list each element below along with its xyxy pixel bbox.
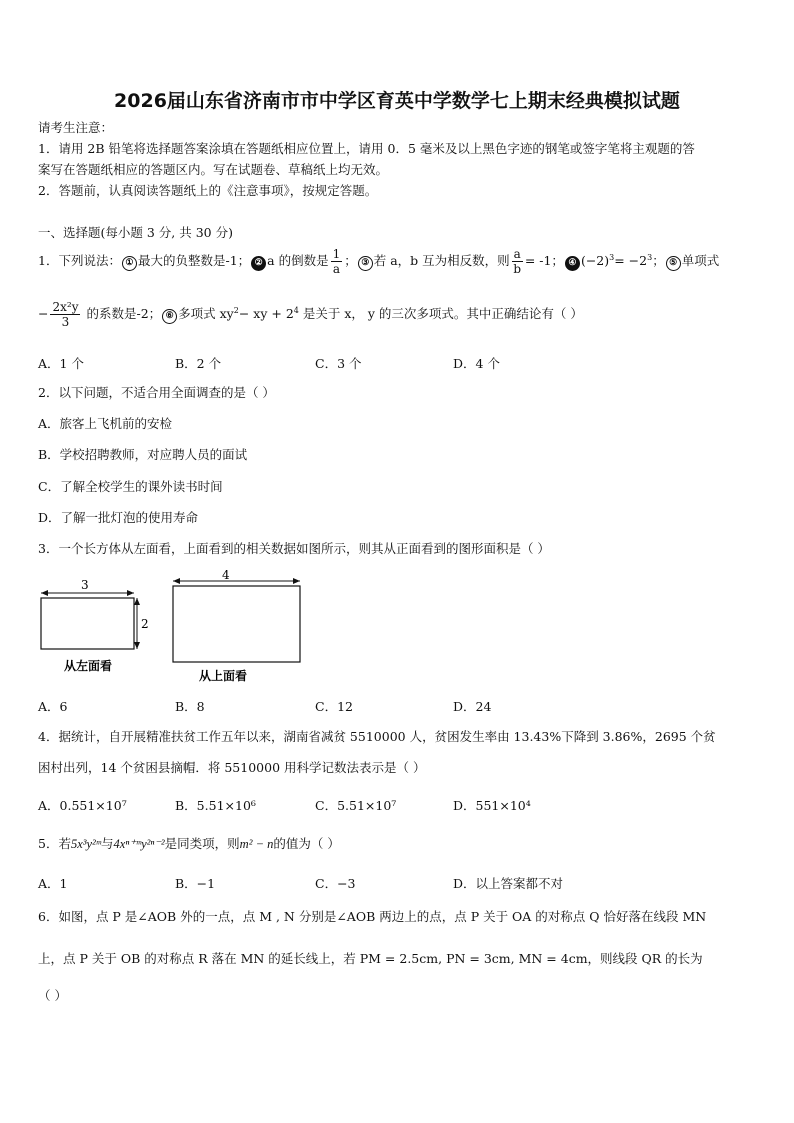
circle-number-3: ③ — [358, 256, 373, 271]
top-view-width-label: 4 — [222, 568, 230, 582]
q5-option-b[interactable]: B．−1 — [175, 876, 216, 891]
top-view-rect — [173, 586, 300, 662]
q5-option-c[interactable]: C．−3 — [315, 876, 356, 891]
notice-line-1b: 案写在答题纸相应的答题区内。写在试题卷、草稿纸上均无效。 — [38, 162, 389, 177]
q6-line-2: 上，点 P 关于 OB 的对称点 R 落在 MN 的延长线上，若 PM = 2.5cm, PN = 3cm, MN = 4cm，则线段 QR 的长为 — [38, 951, 703, 966]
fraction-a-over-b: $\frac{a}{b}$ — [513, 247, 522, 276]
notice-line-1a: 1．请用 2B 铅笔将选择题答案涂填在答题纸相应位置上，请用 0．5 毫米及以上黑色字迹的钢笔或签字笔将主观题的答 — [38, 141, 695, 156]
q1-option-b[interactable]: B．2 个 — [175, 356, 222, 371]
q3-figure — [36, 568, 316, 690]
q1-option-a[interactable]: A．1 个 — [38, 356, 84, 371]
q3-option-c[interactable]: C．12 — [315, 699, 353, 714]
q5-stem: 5．若5x³y²ᵐ与4xⁿ⁺ᵐy²ⁿ⁻²是同类项，则m² − n的值为（ ） — [38, 836, 340, 851]
fraction-monomial: $\frac{\text{2x²y}}{3}$ — [52, 300, 79, 329]
q4-option-a[interactable]: A．0.551×10⁷ — [38, 798, 127, 813]
q1-line-1: 1．下列说法： ① 最大的负整数是-1； ② a 的倒数是 $\frac{1}{a}$ ； ③ 若 a，b 互为相反数，则 $\frac{a}{b}$ = -1； ④ $(-2)^3= -2^3$； ⑤ 单项式 — [38, 247, 720, 276]
q3-option-b[interactable]: B．8 — [175, 699, 205, 714]
fraction-1-over-a: $\frac{1}{a}$ — [332, 247, 341, 276]
notice-heading: 请考生注意： — [38, 120, 114, 135]
q5-term-2: 4xⁿ⁺ᵐy²ⁿ⁻² — [113, 837, 165, 851]
q5-expression: m² − n — [239, 837, 274, 851]
q5-option-d[interactable]: D．以上答案都不对 — [453, 876, 564, 891]
q6-line-1: 6．如图，点 P 是∠AOB 外的一点，点 M , N 分别是∠AOB 两边上的点，点 P 关于 OA 的对称点 Q 恰好落在线段 MN — [38, 909, 707, 924]
section-heading: 一、选择题(每小题 3 分, 共 30 分) — [38, 225, 233, 240]
q5-option-a[interactable]: A．1 — [38, 876, 68, 891]
q2-option-d[interactable]: D．了解一批灯泡的使用寿命 — [38, 510, 199, 525]
q1-option-d[interactable]: D．4 个 — [453, 356, 500, 371]
left-view-rect — [41, 598, 134, 649]
q3-stem: 3．一个长方体从左面看，上面看到的相关数据如图所示，则其从正面看到的图形面积是（ ） — [38, 541, 550, 556]
q4-option-d[interactable]: D．551×10⁴ — [453, 798, 531, 813]
circle-number-2: ② — [251, 256, 266, 271]
q4-option-b[interactable]: B．5.51×10⁶ — [175, 798, 256, 813]
q2-option-b[interactable]: B．学校招聘教师，对应聘人员的面试 — [38, 447, 248, 462]
q2-option-a[interactable]: A．旅客上飞机前的安检 — [38, 416, 173, 431]
notice-line-2: 2．答题前，认真阅读答题纸上的《注意事项》，按规定答题。 — [38, 183, 378, 198]
q1-option-c[interactable]: C．3 个 — [315, 356, 362, 371]
circle-number-4: ④ — [565, 256, 580, 271]
left-view-height-label: 2 — [141, 617, 149, 631]
q4-stem-b: 困村出列，14 个贫困县摘帽．将 5510000 用科学记数法表示是（ ） — [38, 760, 426, 775]
q3-option-d[interactable]: D．24 — [453, 699, 492, 714]
q5-term-1: 5x³y²ᵐ — [70, 837, 102, 851]
q6-line-3: （ ） — [38, 988, 67, 1003]
q4-stem-a: 4．据统计，自开展精准扶贫工作五年以来，湖南省减贫 5510000 人，贫困发生率由 13.43%下降到 3.86%，2695 个贫 — [38, 729, 716, 744]
q2-option-c[interactable]: C．了解全校学生的课外读书时间 — [38, 479, 223, 494]
top-view-caption: 从上面看 — [199, 669, 248, 683]
circle-number-6: ⑥ — [162, 309, 177, 324]
left-view-width-label: 3 — [81, 578, 89, 592]
left-view-caption: 从左面看 — [64, 659, 113, 673]
circle-number-5: ⑤ — [666, 256, 681, 271]
q1-line-2: − $\frac{\text{2x²y}}{3}$ 的系数是-2； ⑥ 多项式 $xy^2-$ xy + $2^4$ 是关于 x， y 的三次多项式。其中正确结论有（ ） — [38, 300, 583, 329]
circle-number-1: ① — [122, 256, 137, 271]
page-title: 2026届山东省济南市市中学区育英中学数学七上期末经典模拟试题 — [114, 90, 680, 112]
q3-option-a[interactable]: A．6 — [38, 699, 68, 714]
q2-stem: 2．以下问题，不适合用全面调查的是（ ） — [38, 385, 275, 400]
q4-option-c[interactable]: C．5.51×10⁷ — [315, 798, 397, 813]
